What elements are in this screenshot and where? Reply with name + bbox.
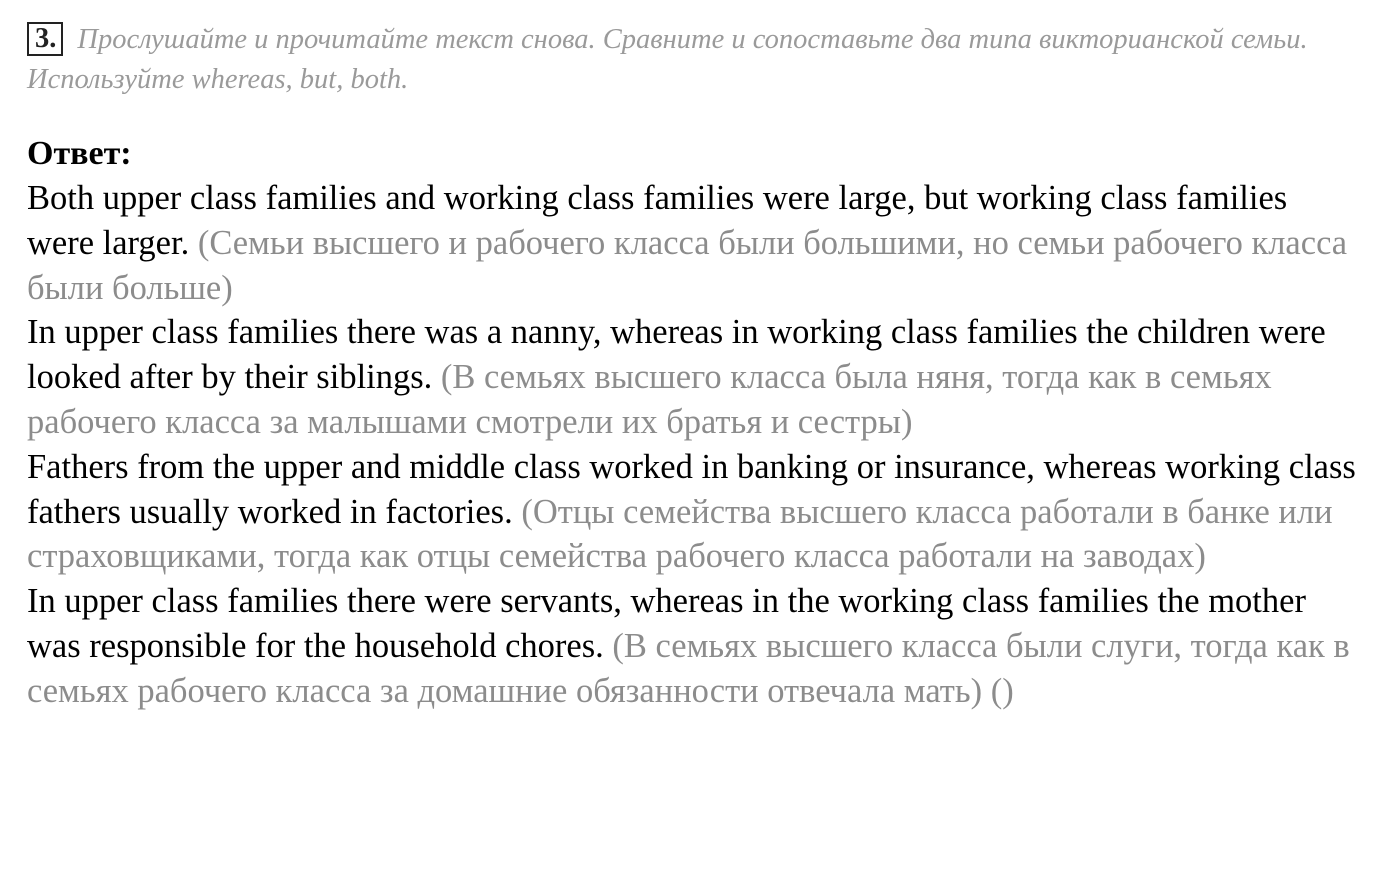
answer-body	[27, 176, 1357, 714]
answer-heading: Ответ:	[27, 135, 132, 172]
answer-russian-translation: (В семьях высшего класса была няня, тогда как в семьях рабочего класса за малышами смотрели их братья и сестры)	[27, 358, 1272, 441]
answer-english-text: In upper class families there were servants, whereas in the working class families the mother was responsible for the household chores.	[27, 582, 1306, 665]
answer-russian-translation: (В семьях высшего класса были слуги, тогда как в семьях рабочего класса за домашние обязанности отвечала мать) ()	[27, 626, 1350, 710]
answer-russian-translation: (Отцы семейства высшего класса работали в банке или страховщиками, тогда как отцы семейства рабочего класса работали на заводах)	[27, 492, 1333, 576]
answer-item	[27, 176, 1357, 310]
task-instruction-text: Прослушайте и прочитайте текст снова. Сравните и сопоставьте два типа викторианской семьи. Используйте whereas, but, both.	[27, 24, 1308, 95]
answer-russian-translation: (Семьи высшего и рабочего класса были большими, но семьи рабочего класса были больше)	[27, 223, 1348, 307]
answer-english-text: Fathers from the upper and middle class worked in banking or insurance, whereas working class fathers usually worked in factories.	[27, 447, 1356, 531]
task-number: 3.	[27, 22, 63, 56]
task-instruction-block	[27, 20, 1357, 100]
answer-item	[27, 579, 1357, 713]
answer-item	[27, 310, 1357, 444]
answer-english-text: Both upper class families and working class families were large, but working class families were larger.	[27, 179, 1288, 262]
exercise-page	[27, 20, 1357, 714]
answer-english-text: In upper class families there was a nanny, whereas in working class families the children were looked after by their siblings.	[27, 313, 1326, 397]
answer-item	[27, 445, 1357, 579]
